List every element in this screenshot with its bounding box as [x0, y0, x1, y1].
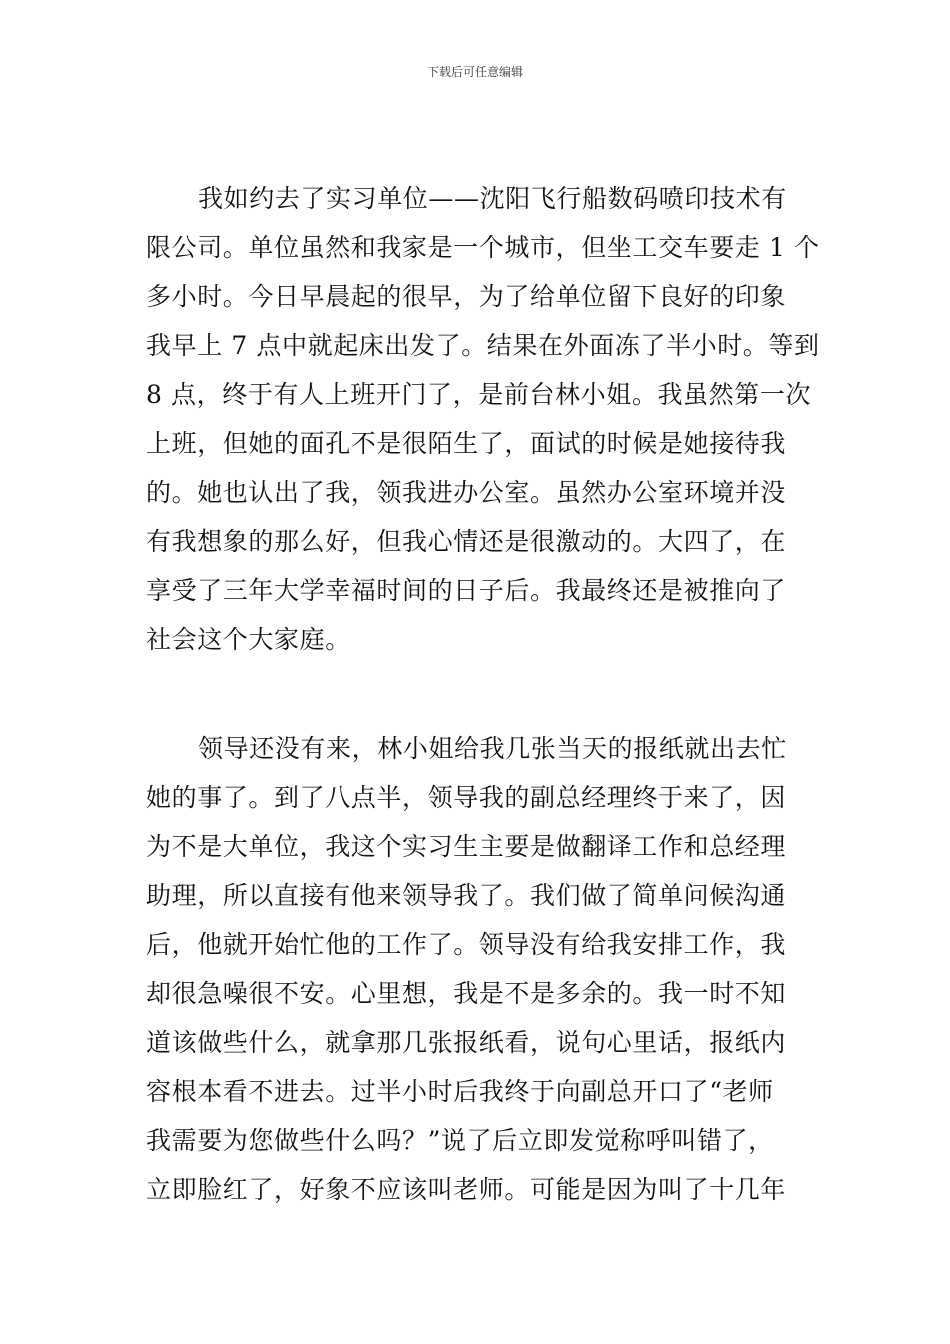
text-line: 容根本看不进去。过半小时后我终于向副总开口了“老师 [146, 1077, 774, 1106]
text-line: 立即脸红了，好象不应该叫老师。可能是因为叫了十几年 [146, 1175, 787, 1204]
text-line: 社会这个大家庭。 [146, 625, 351, 654]
text-line: 8 点，终于有人上班开门了，是前台林小姐。我虽然第一次 [146, 380, 812, 409]
paragraph-1 [146, 174, 820, 664]
text-line: 领导还没有来，林小姐给我几张当天的报纸就出去忙 [198, 734, 787, 763]
paragraph-2 [146, 724, 810, 1214]
text-line: 后，他就开始忙他的工作了。领导没有给我安排工作，我 [146, 930, 787, 959]
text-line: 却很急噪很不安。心里想，我是不是多余的。我一时不知 [146, 979, 787, 1008]
text-line: 助理，所以直接有他来领导我了。我们做了简单问候沟通 [146, 881, 787, 910]
text-line: 为不是大单位，我这个实习生主要是做翻译工作和总经理 [146, 832, 787, 861]
text-line: 我需要为您做些什么吗？”说了后立即发觉称呼叫错了， [146, 1126, 774, 1155]
text-line: 的。她也认出了我，领我进办公室。虽然办公室环境并没 [146, 478, 787, 507]
text-line: 享受了三年大学幸福时间的日子后。我最终还是被推向了 [146, 576, 787, 605]
text-line: 上班，但她的面孔不是很陌生了，面试的时候是她接待我 [146, 429, 787, 458]
text-line: 我如约去了实习单位——沈阳飞行船数码喷印技术有 [198, 184, 787, 213]
text-line: 多小时。今日早晨起的很早，为了给单位留下良好的印象 [146, 282, 787, 311]
text-line: 限公司。单位虽然和我家是一个城市，但坐工交车要走 1 个 [146, 233, 820, 262]
text-line: 道该做些什么，就拿那几张报纸看，说句心里话，报纸内 [146, 1028, 787, 1057]
header-note: 下载后可任意编辑 [426, 65, 523, 79]
text-line: 我早上 7 点中就起床出发了。结果在外面冻了半小时。等到 [146, 331, 820, 360]
text-line: 有我想象的那么好，但我心情还是很激动的。大四了，在 [146, 527, 787, 556]
text-line: 她的事了。到了八点半，领导我的副总经理终于来了，因 [146, 783, 787, 812]
